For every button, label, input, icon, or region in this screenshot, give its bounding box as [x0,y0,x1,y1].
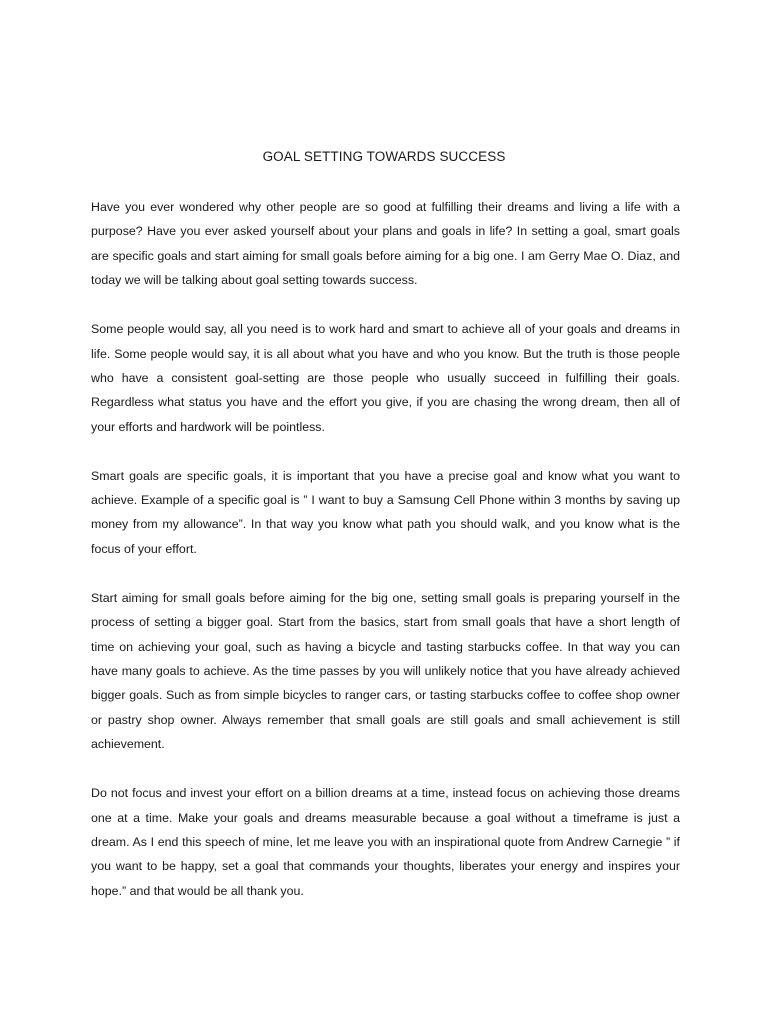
document-body [91,195,680,928]
paragraph-smart-goals: Smart goals are specific goals, it is important that you have a precise goal and know what you want to achieve. Example of a specific goal is ” I want to buy a Samsung Cell Phone within 3 months by saving up money from my allowance”. In that way you know what path you should walk, and you know what is the focus of your effort. [91,468,680,556]
paragraph-conclusion: Do not focus and invest your effort on a billion dreams at a time, instead focus on achieving those dreams one at a time. Make your goals and dreams measurable because a goal without a timeframe is just a dream. As I end this speech of mine, let me leave you with an inspirational quote from Andrew Carnegie ” if you want to be happy, set a goal that commands your thoughts, liberates your energy and inspires your hope.” and that would be all thank you. [91,786,680,898]
paragraph-intro: Have you ever wondered why other people are so good at fulfilling their dreams and living a life with a purpose? Have you ever asked yourself about your plans and goals in life? In setting a goal, smart goals are specific goals and start aiming for small goals before aiming for a big one. I am Gerry Mae O. Diaz, and today we will be talking about goal setting towards success. [91,200,680,288]
document-title: GOAL SETTING TOWARDS SUCCESS [262,149,506,164]
paragraph-goal-setting: Some people would say, all you need is to work hard and smart to achieve all of your goals and dreams in life. Some people would say, it is all about what you have and who you know. But the truth is those people who have a consistent goal-setting are those people who usually succeed in fulfilling their goals. Regardless what status you have and the effort you give, if you are chasing the wrong dream, then all of your efforts and hardwork will be pointless. [91,322,680,434]
paragraph-small-goals: Start aiming for small goals before aiming for the big one, setting small goals is preparing yourself in the process of setting a bigger goal. Start from the basics, start from small goals that have a short length of time on achieving your goal, such as having a bicycle and tasting starbucks coffee. In that way you can have many goals to achieve. As the time passes by you will unlikely notice that you have already achieved bigger goals. Such as from simple bicycles to ranger cars, or tasting starbucks coffee to coffee shop owner or pastry shop owner. Always remember that small goals are still goals and small achievement is still achievement. [91,590,680,752]
